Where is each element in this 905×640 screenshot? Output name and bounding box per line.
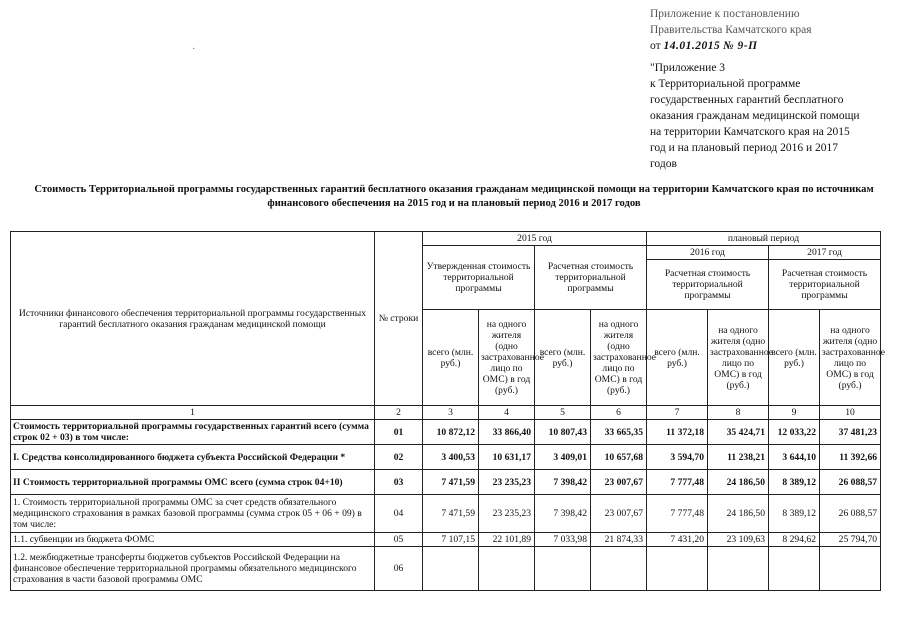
header-calc-cost-2017: Расчетная стоимость территориальной программы	[769, 260, 881, 310]
row-value: 33 866,40	[479, 420, 535, 445]
row-value: 24 186,50	[708, 495, 769, 533]
row-source: I. Средства консолидированного бюджета субъекта Российской Федерации *	[11, 445, 375, 470]
header-year-2015: 2015 год	[423, 232, 647, 246]
row-source: 1. Стоимость территориальной программы ОМС за счет средств обязательного медицинского страхования в рамках базовой программы (сумма строк 05 + 06 + 09) в том числе:	[11, 495, 375, 533]
row-value: 7 471,59	[423, 470, 479, 495]
col-number: 9	[769, 406, 820, 420]
table-row	[11, 547, 881, 591]
col-number: 10	[820, 406, 881, 420]
header-planned-period: плановый период	[647, 232, 881, 246]
row-source: Стоимость территориальной программы государственных гарантий всего (сумма строк 02 + 03) в том числе:	[11, 420, 375, 445]
table-row	[11, 533, 881, 547]
row-value: 11 372,18	[647, 420, 708, 445]
header-source: Источники финансового обеспечения территориальной программы государственных гарантий бесплатного оказания гражданам медицинской помощи	[11, 232, 375, 406]
attachment-line: "Приложение 3	[650, 62, 726, 74]
header-year-2016: 2016 год	[647, 246, 769, 260]
header-row-number: № строки	[375, 232, 423, 406]
header-total: всего (млн. руб.)	[423, 310, 479, 406]
row-value: 10 872,12	[423, 420, 479, 445]
row-number: 02	[375, 445, 423, 470]
col-number: 1	[11, 406, 375, 420]
row-value: 3 400,53	[423, 445, 479, 470]
row-value: 11 392,66	[820, 445, 881, 470]
row-value	[423, 547, 479, 591]
attachment-line: оказания гражданам медицинской помощи	[650, 110, 860, 122]
col-number: 2	[375, 406, 423, 420]
attachment-line: на территории Камчатского края на 2015	[650, 126, 850, 138]
row-value: 3 594,70	[647, 445, 708, 470]
row-value: 8 389,12	[769, 470, 820, 495]
row-value: 7 431,20	[647, 533, 708, 547]
row-value	[647, 547, 708, 591]
row-value: 7 777,48	[647, 495, 708, 533]
row-value: 25 794,70	[820, 533, 881, 547]
header-approved-cost: Утвержденная стоимость территориальной программы	[423, 246, 535, 310]
decree-number: № 9-П	[723, 40, 758, 52]
row-value: 23 109,63	[708, 533, 769, 547]
row-value: 10 807,43	[535, 420, 591, 445]
row-value: 8 389,12	[769, 495, 820, 533]
approval-line-1: Приложение к постановлению	[650, 8, 800, 20]
row-value: 24 186,50	[708, 470, 769, 495]
row-value	[479, 547, 535, 591]
document-title	[14, 183, 894, 211]
col-number: 8	[708, 406, 769, 420]
row-value	[591, 547, 647, 591]
header-per-resident: на одного жителя (одно застрахованное лицо по ОМС) в год (руб.)	[820, 310, 881, 406]
row-number: 04	[375, 495, 423, 533]
row-value	[769, 547, 820, 591]
row-value: 37 481,23	[820, 420, 881, 445]
decree-date: 14.01.2015	[663, 40, 721, 52]
title-line-2: финансового обеспечения на 2015 год и на плановый период 2016 и 2017 годов	[267, 198, 641, 209]
row-value: 3 409,01	[535, 445, 591, 470]
header-per-resident: на одного жителя (одно застрахованное лицо по ОМС) в год (руб.)	[479, 310, 535, 406]
header-total: всего (млн. руб.)	[647, 310, 708, 406]
table-row	[11, 495, 881, 533]
row-value: 23 235,23	[479, 470, 535, 495]
row-value: 7 398,42	[535, 495, 591, 533]
row-source: 1.1. субвенции из бюджета ФОМС	[11, 533, 375, 547]
row-value: 7 033,98	[535, 533, 591, 547]
row-source: 1.2. межбюджетные трансферты бюджетов субъектов Российской Федерации на финансовое обеспечение территориальной программы обязательного медицинского страхования в части базовой программы ОМС	[11, 547, 375, 591]
row-value	[708, 547, 769, 591]
row-number: 06	[375, 547, 423, 591]
row-value: 23 235,23	[479, 495, 535, 533]
approval-block	[650, 6, 900, 172]
row-value: 10 657,68	[591, 445, 647, 470]
header-total: всего (млн. руб.)	[535, 310, 591, 406]
row-value: 22 101,89	[479, 533, 535, 547]
row-value: 7 777,48	[647, 470, 708, 495]
row-number: 05	[375, 533, 423, 547]
table-row	[11, 445, 881, 470]
row-value: 12 033,22	[769, 420, 820, 445]
header-year-2017: 2017 год	[769, 246, 881, 260]
decree-prefix: от	[650, 40, 661, 52]
attachment-line: годов	[650, 158, 677, 170]
row-value: 33 665,35	[591, 420, 647, 445]
row-value: 23 007,67	[591, 495, 647, 533]
title-line-1: Стоимость Территориальной программы государственных гарантий бесплатного оказания гражданам медицинской помощи на территории Камчатского края по источникам	[34, 184, 874, 195]
row-value: 8 294,62	[769, 533, 820, 547]
row-value: 3 644,10	[769, 445, 820, 470]
header-per-resident: на одного жителя (одно застрахованное лицо по ОМС) в год (руб.)	[708, 310, 769, 406]
header-total: всего (млн. руб.)	[769, 310, 820, 406]
col-number: 6	[591, 406, 647, 420]
col-number: 5	[535, 406, 591, 420]
header-calc-cost-2015: Расчетная стоимость территориальной программы	[535, 246, 647, 310]
row-value	[820, 547, 881, 591]
attachment-line: государственных гарантий бесплатного	[650, 94, 844, 106]
row-value: 7 398,42	[535, 470, 591, 495]
scan-speck: ·	[192, 44, 196, 55]
row-value: 7 471,59	[423, 495, 479, 533]
row-number: 01	[375, 420, 423, 445]
row-value: 21 874,33	[591, 533, 647, 547]
table-row	[11, 470, 881, 495]
decree-line	[650, 38, 900, 54]
cost-table	[10, 231, 886, 591]
row-value: 7 107,15	[423, 533, 479, 547]
row-value: 10 631,17	[479, 445, 535, 470]
row-number: 03	[375, 470, 423, 495]
attachment-note	[650, 60, 900, 172]
attachment-line: год и на плановый период 2016 и 2017	[650, 142, 839, 154]
table-row	[11, 420, 881, 445]
row-value: 26 088,57	[820, 470, 881, 495]
header-calc-cost-2016: Расчетная стоимость территориальной программы	[647, 260, 769, 310]
row-value: 26 088,57	[820, 495, 881, 533]
col-number: 7	[647, 406, 708, 420]
attachment-line: к Территориальной программе	[650, 78, 801, 90]
col-number: 4	[479, 406, 535, 420]
row-source: II Стоимость территориальной программы ОМС всего (сумма строк 04+10)	[11, 470, 375, 495]
row-value	[535, 547, 591, 591]
header-per-resident: на одного жителя (одно застрахованное лицо по ОМС) в год (руб.)	[591, 310, 647, 406]
row-value: 11 238,21	[708, 445, 769, 470]
row-value: 35 424,71	[708, 420, 769, 445]
row-value: 23 007,67	[591, 470, 647, 495]
col-number: 3	[423, 406, 479, 420]
approval-line-2: Правительства Камчатского края	[650, 24, 812, 36]
